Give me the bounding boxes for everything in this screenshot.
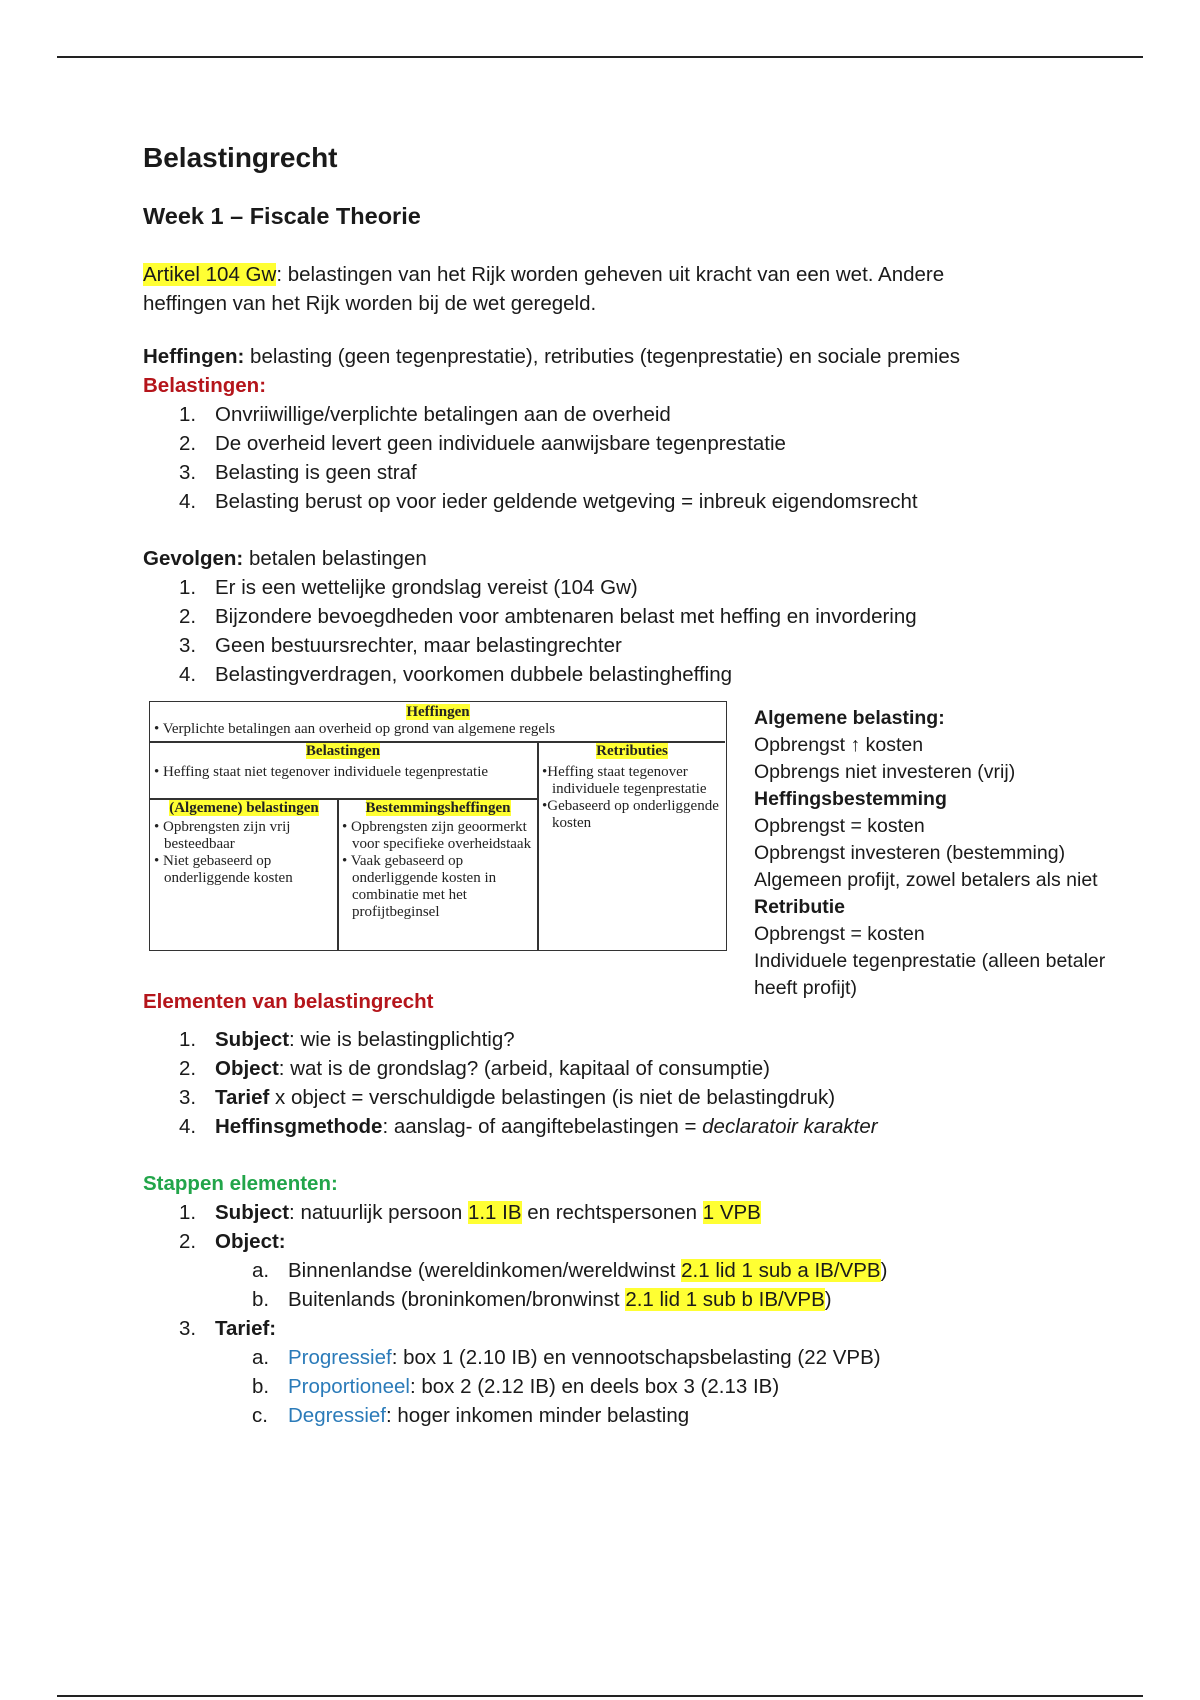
heffingen-line (143, 342, 1133, 371)
diagram-bestemming-cell (342, 800, 534, 950)
object-sublist (143, 1256, 1133, 1314)
diagram-algemene-title: (Algemene) belastingen (169, 800, 319, 816)
side-algemene-title: Algemene belasting: (754, 707, 945, 729)
list-item: 4. Belastingverdragen, voorkomen dubbele belastingheffing (179, 663, 733, 686)
diagram-retributies-bullet-1: •Heffing staat tegenover individuele tegenprestatie (542, 764, 707, 797)
top-rule (57, 56, 1143, 58)
list-item: 3. Tarief x object = verschuldigde belastingen (is niet de belastingdruk) (179, 1086, 836, 1109)
list-item: 1. Subject: wie is belastingplichtig? (179, 1028, 515, 1051)
diagram-belastingen-bullet: • Heffing staat niet tegenover individuele tegenprestatie (154, 764, 489, 780)
diagram-bestemming-bullet-2: • Vaak gebaseerd op onderliggende kosten in combinatie met het profijtbeginsel (342, 853, 497, 920)
side-heffing-line-3: Algemeen profijt, zowel betalers als niet (754, 869, 1098, 891)
elementen-heading: Elementen van belastingrecht (143, 990, 434, 1013)
diagram-row (143, 695, 1133, 1025)
list-item: 2. De overheid levert geen individuele aanwijsbare tegenprestatie (179, 432, 786, 455)
diagram-belastingen-cell (154, 743, 532, 797)
side-algemene-line-2: Opbrengs niet investeren (vrij) (754, 761, 1016, 783)
bottom-rule (57, 1695, 1143, 1697)
belastingen-list (143, 400, 1133, 516)
diagram-heffingen-title: Heffingen (406, 704, 470, 720)
stappen-heading: Stappen elementen: (143, 1172, 338, 1195)
diagram-heffingen-bullet: • Verplichte betalingen aan overheid op grond van algemene regels (154, 721, 556, 737)
stappen-list (143, 1198, 1133, 1256)
side-algemene-line-1: Opbrengst ↑ kosten (754, 734, 924, 756)
diagram-retributies-title: Retributies (596, 743, 668, 759)
gevolgen-label: Gevolgen: (143, 547, 244, 570)
diagram-retributies-bullet-2: •Gebaseerd op onderliggende kosten (542, 798, 719, 831)
artikel-paragraph (143, 260, 1133, 318)
list-item: 3. Geen bestuursrechter, maar belastingrechter (179, 634, 622, 657)
side-notes (754, 705, 1134, 1002)
document-title: Belastingrecht (143, 142, 338, 173)
list-item: 1. Onvriiwillige/verplichte betalingen aan de overheid (179, 403, 671, 426)
diagram-bestemming-bullet-1: • Opbrengsten zijn geoormerkt voor specifieke overheidstaak (342, 819, 532, 852)
heffingen-diagram (149, 701, 727, 951)
list-item: 1. Subject: natuurlijk persoon 1.1 IB en rechtspersonen 1 VPB (179, 1201, 761, 1224)
list-item: 4. Belasting berust op voor ieder geldende wetgeving = inbreuk eigendomsrecht (179, 490, 918, 513)
list-item: 3. Belasting is geen straf (179, 461, 417, 484)
diagram-belastingen-title: Belastingen (305, 743, 381, 759)
list-item: b. Proportioneel: box 2 (2.12 IB) en deels box 3 (2.13 IB) (252, 1375, 780, 1398)
tarief-sublist (143, 1343, 1133, 1430)
belastingen-heading: Belastingen: (143, 374, 267, 397)
artikel-text-1: : belastingen van het Rijk worden geheven uit kracht van een wet. Andere (276, 263, 945, 286)
side-heffing-line-2: Opbrengst investeren (bestemming) (754, 842, 1066, 864)
section-heading: Week 1 – Fiscale Theorie (143, 203, 421, 229)
side-retributie-line-2: Individuele tegenprestatie (alleen betaler heeft profijt) (754, 950, 1106, 999)
list-item: 2. Object: wat is de grondslag? (arbeid, kapitaal of consumptie) (179, 1057, 770, 1080)
list-item: 1. Er is een wettelijke grondslag vereist (104 Gw) (179, 576, 638, 599)
list-item: b. Buitenlands (broninkomen/bronwinst 2.1 lid 1 sub b IB/VPB) (252, 1288, 832, 1311)
side-retributie-line-1: Opbrengst = kosten (754, 923, 925, 945)
diagram-algemene-bullet-1: • Opbrengsten zijn vrij besteedbaar (154, 819, 291, 852)
list-item: 2. Object: (179, 1230, 286, 1253)
diagram-algemene-cell (154, 800, 334, 948)
stappen-list-continued (143, 1314, 1133, 1343)
list-item: a. Binnenlandse (wereldinkomen/wereldwinst 2.1 lid 1 sub a IB/VPB) (252, 1259, 888, 1282)
gevolgen-line (143, 544, 1133, 573)
artikel-text-2: heffingen van het Rijk worden bij de wet geregeld. (143, 292, 597, 315)
heffingen-label: Heffingen: (143, 345, 245, 368)
side-heffing-line-1: Opbrengst = kosten (754, 815, 925, 837)
diagram-algemene-bullet-2: • Niet gebaseerd op onderliggende kosten (154, 853, 293, 886)
list-item: a. Progressief: box 1 (2.10 IB) en vennootschapsbelasting (22 VPB) (252, 1346, 881, 1369)
diagram-bestemming-title: Bestemmingsheffingen (365, 800, 511, 816)
diagram-retributies-cell (542, 743, 722, 883)
heffingen-text: belasting (geen tegenprestatie), retributies (tegenprestatie) en sociale premies (244, 345, 960, 368)
artikel-label: Artikel 104 Gw (143, 263, 277, 286)
gevolgen-text: betalen belastingen (243, 547, 427, 570)
side-retributie-title: Retributie (754, 896, 846, 918)
diagram-heffingen-cell (154, 704, 722, 740)
list-item: 3. Tarief: (179, 1317, 277, 1340)
gevolgen-list (143, 573, 1133, 689)
list-item: 2. Bijzondere bevoegdheden voor ambtenaren belast met heffing en invordering (179, 605, 917, 628)
side-heffing-title: Heffingsbestemming (754, 788, 947, 810)
list-item: c. Degressief: hoger inkomen minder belasting (252, 1404, 690, 1427)
elementen-list (143, 1025, 1133, 1141)
list-item: 4. Heffinsgmethode: aanslag- of aangiftebelastingen = declaratoir karakter (179, 1115, 878, 1138)
document-body (143, 140, 1133, 1430)
